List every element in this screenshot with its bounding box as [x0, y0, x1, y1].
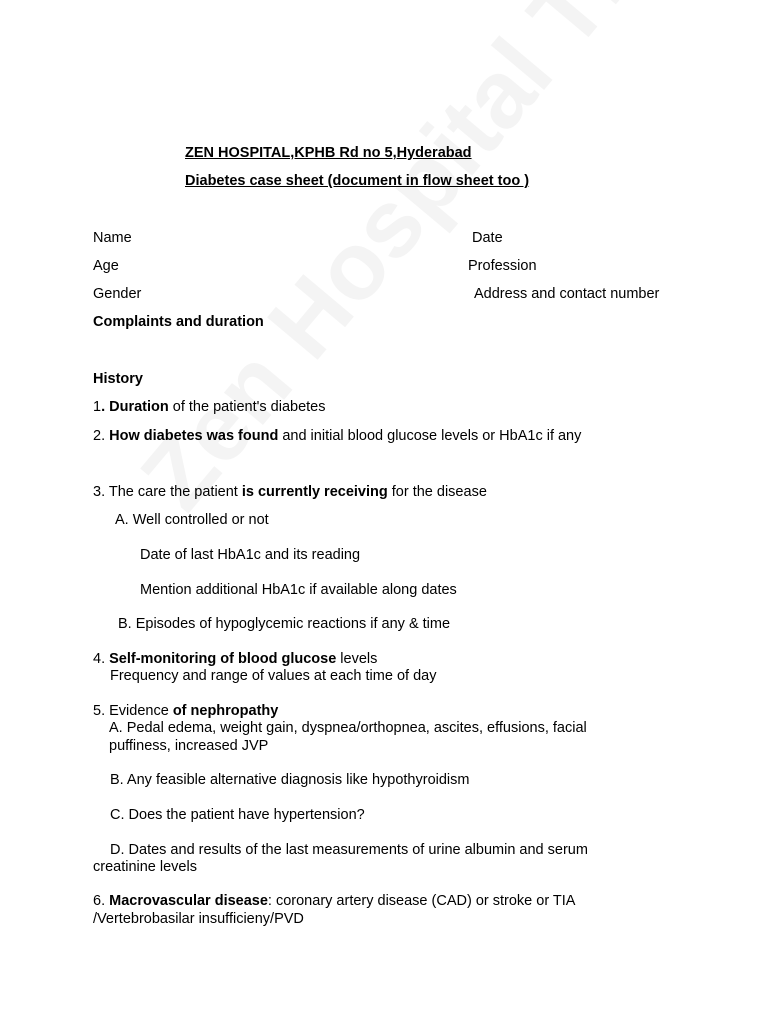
history-item-6	[93, 892, 575, 910]
history-item-3b: B. Episodes of hypoglycemic reactions if any & time	[118, 616, 451, 632]
item-emphasis: How diabetes was found	[109, 428, 279, 444]
field-profession-label: Profession	[468, 258, 537, 274]
item-number: 1	[93, 399, 102, 415]
item-emphasis: Self-monitoring of blood glucose	[109, 651, 337, 667]
history-item-6-line2: /Vertebrobasilar insufficieny/PVD	[93, 911, 304, 927]
document-title: Diabetes case sheet (document in flow sheet too )	[185, 173, 530, 189]
section-complaints: Complaints and duration	[93, 314, 264, 330]
item-text: : coronary artery disease (CAD) or stroke or TIA	[267, 893, 576, 909]
history-item-1	[93, 398, 326, 416]
history-item-5c: C. Does the patient have hypertension?	[110, 807, 365, 823]
hospital-heading: ZEN HOSPITAL,KPHB Rd no 5,Hyderabad	[185, 145, 472, 161]
item-number: 4.	[93, 651, 110, 667]
item-text: levels	[336, 651, 378, 667]
item-text: and initial blood glucose levels or HbA1c if any	[278, 428, 582, 444]
history-item-4-sub: Frequency and range of values at each time of day	[110, 668, 437, 684]
history-item-5d-line1: D. Dates and results of the last measurements of urine albumin and serum	[110, 842, 588, 858]
history-item-4	[93, 650, 377, 668]
item-emphasis: . Duration	[101, 399, 169, 415]
watermark	[120, 0, 681, 531]
history-item-5a-line1: A. Pedal edema, weight gain, dyspnea/orthopnea, ascites, effusions, facial	[109, 720, 587, 736]
item-emphasis: Macrovascular disease	[109, 893, 268, 909]
field-gender-label: Gender	[93, 286, 142, 302]
item-number: 6.	[93, 893, 110, 909]
history-item-5	[93, 702, 278, 720]
history-item-3a-1: Date of last HbA1c and its reading	[140, 547, 361, 563]
history-item-5b: B. Any feasible alternative diagnosis like hypothyroidism	[110, 772, 470, 788]
item-text: 5. Evidence	[93, 703, 173, 719]
item-emphasis: is currently receiving	[241, 484, 388, 500]
history-item-2	[93, 427, 581, 445]
field-age-label: Age	[93, 258, 119, 274]
item-emphasis: of nephropathy	[172, 703, 279, 719]
item-text: for the disease	[387, 484, 487, 500]
item-text: 3. The care the patient	[93, 484, 242, 500]
field-address-label: Address and contact number	[474, 286, 660, 302]
history-item-3a-2: Mention additional HbA1c if available along dates	[140, 582, 457, 598]
field-name-label: Name	[93, 230, 132, 246]
history-item-5d-line2: creatinine levels	[93, 859, 197, 875]
history-item-5a-line2: puffiness, increased JVP	[109, 738, 269, 754]
history-item-3a: A. Well controlled or not	[115, 512, 269, 528]
item-number: 2.	[93, 428, 110, 444]
item-text: of the patient's diabetes	[168, 399, 326, 415]
field-date-label: Date	[472, 230, 503, 246]
history-item-3	[93, 483, 487, 501]
section-history: History	[93, 371, 143, 387]
